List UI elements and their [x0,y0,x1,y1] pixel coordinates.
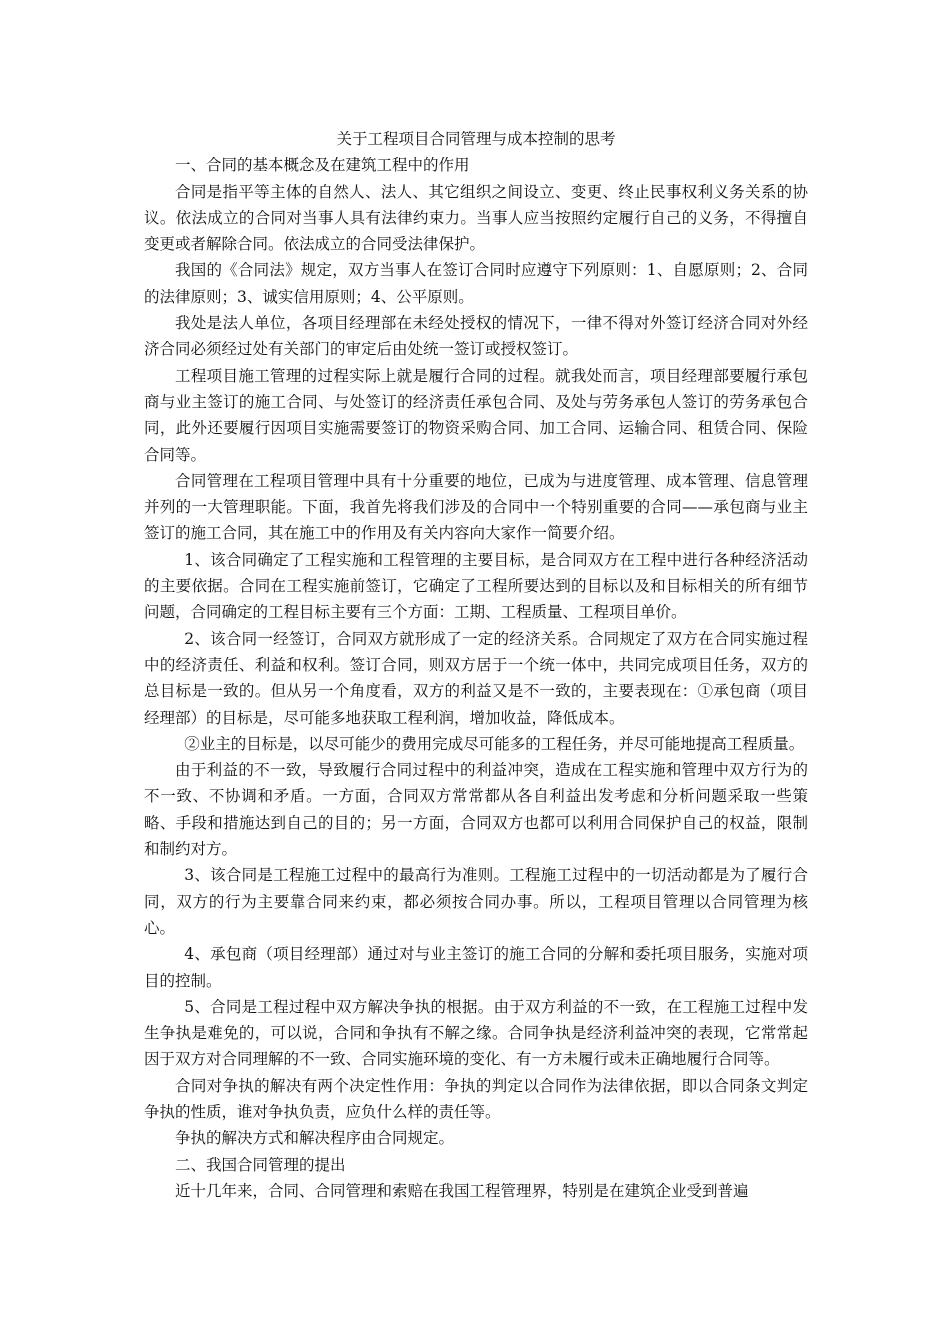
paragraph: 合同对争执的解决有两个决定性作用：争执的判定以合同作为法律依据，即以合同条文判定争执的性质，谁对争执负责，应负什么样的责任等。 [144,1076,808,1121]
paragraph: 近十几年来，合同、合同管理和索赔在我国工程管理界，特别是在建筑企业受到普遍 [175,1181,749,1200]
paragraph: 我处是法人单位，各项目经理部在未经处授权的情况下，一律不得对外签订经济合同对外经济合同必须经过处有关部门的审定后由处统一签订或授权签订。 [144,314,808,359]
owner-goal-paragraph: ②业主的目标是，以尽可能少的费用完成尽可能多的工程任务，并尽可能地提高工程质量。 [184,734,805,753]
paragraph: 我国的《合同法》规定，双方当事人在签订合同时应遵守下列原则：1、自愿原则；2、合同的法律原则；3、诚实信用原则；4、公平原则。 [144,261,808,306]
document-title: 关于工程项目合同管理与成本控制的思考 [336,130,616,148]
section-heading-1: 一、合同的基本概念及在建筑工程中的作用 [175,156,470,175]
numbered-paragraph-1: 1、该合同确定了工程实施和工程管理的主要目标，是合同双方在工程中进行各种经济活动的主要依据。合同在工程实施前签订，它确定了工程所要达到的目标以及和目标相关的所有细节问题，合同确定的工程目标主要有三个方面：工期、工程质量、工程项目单价。 [144,550,808,622]
numbered-paragraph-2: 2、该合同一经签订，合同双方就形成了一定的经济关系。合同规定了双方在合同实施过程中的经济责任、利益和权利。签订合同，则双方居于一个统一体中，共同完成项目任务，双方的总目标是一致的。但从另一个角度看，双方的利益又是不一致的，主要表现在：①承包商（项目经理部）的目标是，尽可能多地获取工程利润，增加收益，降低成本。 [144,629,808,727]
paragraph: 合同是指平等主体的自然人、法人、其它组织之间设立、变更、终止民事权利义务关系的协议。依法成立的合同对当事人具有法律约束力。当事人应当按照约定履行自己的义务，不得擅自变更或者解除合同。依法成立的合同受法律保护。 [144,182,808,254]
numbered-paragraph-3: 3、该合同是工程施工过程中的最高行为准则。工程施工过程中的一切活动都是为了履行合同，双方的行为主要靠合同来约束，都必须按合同办事。所以，工程项目管理以合同管理为核心。 [144,866,808,937]
paragraph: 工程项目施工管理的过程实际上就是履行合同的过程。就我处而言，项目经理部要履行承包商与业主签订的施工合同、与处签订的经济责任承包合同、及处与劳务承包人签订的劳务承包合同，此外还要履行因项目实施需要签订的物资采购合同、加工合同、运输合同、租赁合同、保险合同等。 [144,366,808,464]
numbered-paragraph-4: 4、承包商（项目经理部）通过对与业主签订的施工合同的分解和委托项目服务，实施对项目的控制。 [144,945,808,990]
numbered-paragraph-5: 5、合同是工程过程中双方解决争执的根据。由于双方利益的不一致，在工程施工过程中发生争执是难免的，可以说，合同和争执有不解之缘。合同争执是经济利益冲突的表现，它常常起因于双方对合同理解的不一致、合同实施环境的变化、有一方未履行或未正确地履行合同等。 [144,997,808,1069]
paragraph: 争执的解决方式和解决程序由合同规定。 [175,1129,455,1148]
document-page [144,126,808,1204]
section-heading-2: 二、我国合同管理的提出 [175,1155,346,1174]
paragraph: 合同管理在工程项目管理中具有十分重要的地位，已成为与进度管理、成本管理、信息管理并列的一大管理职能。下面，我首先将我们涉及的合同中一个特别重要的合同——承包商与业主签订的施工合同，其在施工中的作用及有关内容向大家作一简要介绍。 [144,471,808,543]
paragraph: 由于利益的不一致，导致履行合同过程中的利益冲突，造成在工程实施和管理中双方行为的不一致、不协调和矛盾。一方面，合同双方常常都从各自利益出发考虑和分析问题采取一些策略、手段和措施达到自己的目的；另一方面，合同双方也都可以利用合同保护自己的权益，限制和制约对方。 [144,761,808,859]
